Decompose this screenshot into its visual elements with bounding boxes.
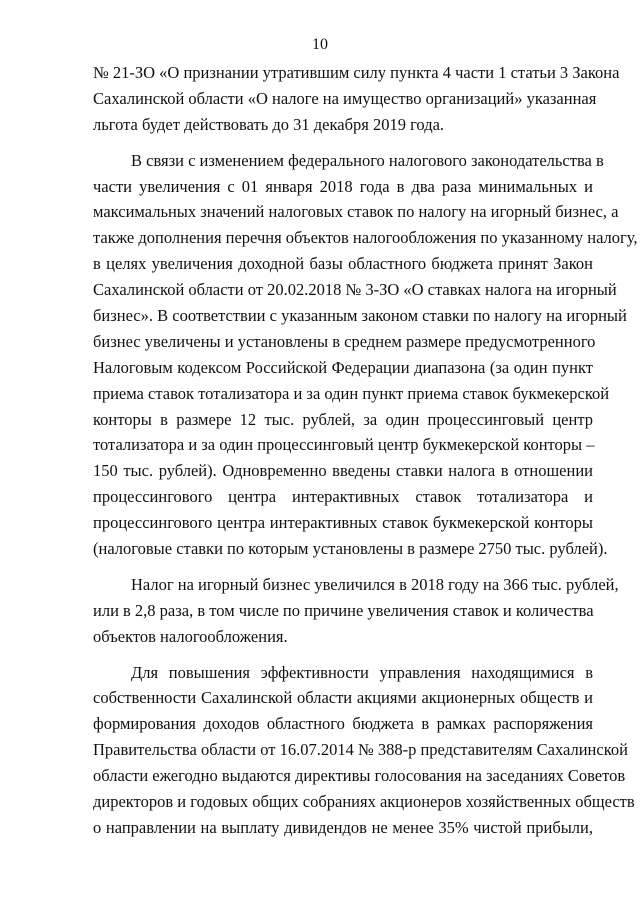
- text-line: процессингового центра интерактивных ставок букмекерской конторы: [93, 513, 593, 533]
- text-line: льгота будет действовать до 31 декабря 2019 года.: [93, 114, 445, 134]
- text-line: области ежегодно выдаются директивы голосования на заседаниях Советов: [93, 766, 626, 786]
- document-body: [93, 60, 638, 841]
- text-line: приема ставок тотализатора и за один пункт приема ставок букмекерской: [93, 383, 610, 403]
- text-line: процессингового центра интерактивных ставок тотализатора и: [93, 487, 593, 507]
- text-line: о направлении на выплату дивидендов не менее 35% чистой прибыли,: [93, 817, 593, 837]
- text-line: тотализатора и за один процессинговый центр букмекерской конторы –: [93, 435, 595, 455]
- text-line: № 21-ЗО «О признании утратившим силу пункта 4 части 1 статьи 3 Закона: [93, 63, 620, 82]
- text-line: максимальных значений налоговых ставок по налогу на игорный бизнес, а: [93, 202, 619, 222]
- text-line: части увеличения с 01 января 2018 года в два раза минимальных и: [93, 176, 593, 196]
- text-line: бизнес увеличены и установлены в среднем размере предусмотренного: [93, 331, 596, 351]
- text-line: в целях увеличения доходной базы областного бюджета принят Закон: [93, 254, 593, 274]
- text-line: или в 2,8 раза, в том числе по причине увеличения ставок и количества: [93, 600, 594, 620]
- text-line: (налоговые ставки по которым установлены в размере 2750 тыс. рублей).: [93, 539, 608, 559]
- text-line: Для повышения эффективности управления находящимися в: [131, 662, 593, 682]
- text-line: директоров и годовых общих собраниях акционеров хозяйственных обществ: [93, 792, 635, 812]
- text-line: также дополнения перечня объектов налогообложения по указанному налогу,: [93, 228, 638, 248]
- text-line: Сахалинской области «О налоге на имущество организаций» указанная: [93, 88, 597, 108]
- text-line: формирования доходов областного бюджета в рамках распоряжения: [93, 714, 593, 734]
- text-line: Налоговым кодексом Российской Федерации диапазона (за один пункт: [93, 357, 593, 377]
- text-line: 150 тыс. рублей). Одновременно введены ставки налога в отношении: [93, 461, 593, 481]
- text-line: Налог на игорный бизнес увеличился в 2018 году на 366 тыс. рублей,: [131, 574, 619, 594]
- paragraph-3: [93, 572, 619, 650]
- text-line: Правительства области от 16.07.2014 № 388-р представителям Сахалинской: [93, 740, 628, 760]
- text-line: Сахалинской области от 20.02.2018 № 3-ЗО «О ставках налога на игорный: [93, 280, 617, 300]
- text-line: конторы в размере 12 тыс. рублей, за один процессинговый центр: [93, 409, 593, 429]
- text-line: собственности Сахалинской области акциями акционерных обществ и: [93, 688, 593, 708]
- paragraph-1: [93, 60, 620, 138]
- text-line: В связи с изменением федерального налогового законодательства в: [131, 150, 604, 170]
- text-line: объектов налогообложения.: [93, 626, 288, 646]
- paragraph-4: [93, 660, 635, 841]
- text-line: бизнес». В соответствии с указанным законом ставки по налогу на игорный: [93, 306, 627, 326]
- paragraph-2: [93, 148, 638, 562]
- page-number: 10: [312, 36, 328, 53]
